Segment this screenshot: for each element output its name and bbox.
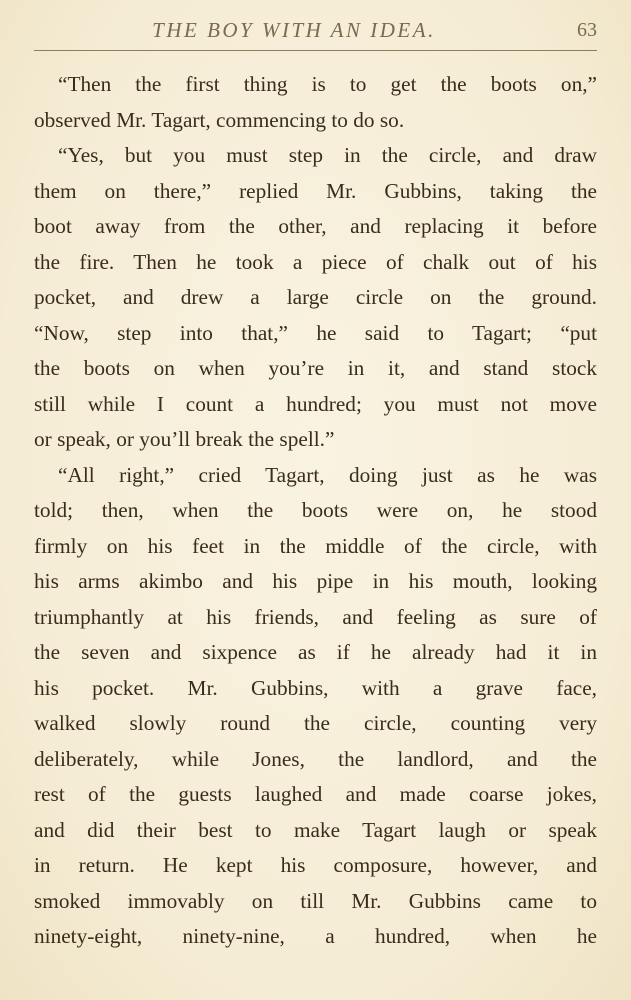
text-line: his pocket. Mr. Gubbins, with a grave face, [34,675,597,700]
page-header [34,12,597,46]
running-head: THE BOY WITH AN IDEA. [152,18,436,42]
page-number: 63 [577,19,597,41]
text-line: ninety-eight, ninety-nine, a hundred, when he [34,924,597,948]
text-line: deliberately, while Jones, the landlord, and the [34,746,597,771]
text-line: “Now, step into that,” he said to Tagart; “put [34,320,597,345]
text-line: “Then the first thing is to get the boots on,” [58,72,597,96]
text-line: triumphantly at his friends, and feeling as sure of [34,604,597,629]
text-line: firmly on his feet in the middle of the circle, with [34,533,597,558]
text-line: pocket, and drew a large circle on the ground. [34,285,597,309]
text-line: or speak, or you’ll break the spell.” [34,427,335,451]
text-line: in return. He kept his composure, however, and [34,853,597,877]
text-line: the fire. Then he took a piece of chalk out of his [34,249,597,274]
text-line: rest of the guests laughed and made coarse jokes, [34,782,597,806]
text-line: still while I count a hundred; you must not move [34,391,597,416]
body-text [34,67,597,955]
text-line: boot away from the other, and replacing it before [34,214,597,238]
text-line: “Yes, but you must step in the circle, and draw [58,143,597,167]
text-line: the boots on when you’re in it, and stand stock [34,356,597,380]
text-line: told; then, when the boots were on, he stood [34,498,597,522]
text-line: “All right,” cried Tagart, doing just as he was [58,462,597,487]
text-line: smoked immovably on till Mr. Gubbins came to [34,888,597,913]
text-line: his arms akimbo and his pipe in his mouth, looking [34,569,597,593]
text-line: walked slowly round the circle, counting very [34,711,597,735]
text-line: observed Mr. Tagart, commencing to do so. [34,107,405,132]
text-line: them on there,” replied Mr. Gubbins, taking the [34,178,597,203]
text-line: and did their best to make Tagart laugh or speak [34,817,597,842]
text-line: the seven and sixpence as if he already had it in [34,640,597,664]
header-rule [34,50,597,51]
